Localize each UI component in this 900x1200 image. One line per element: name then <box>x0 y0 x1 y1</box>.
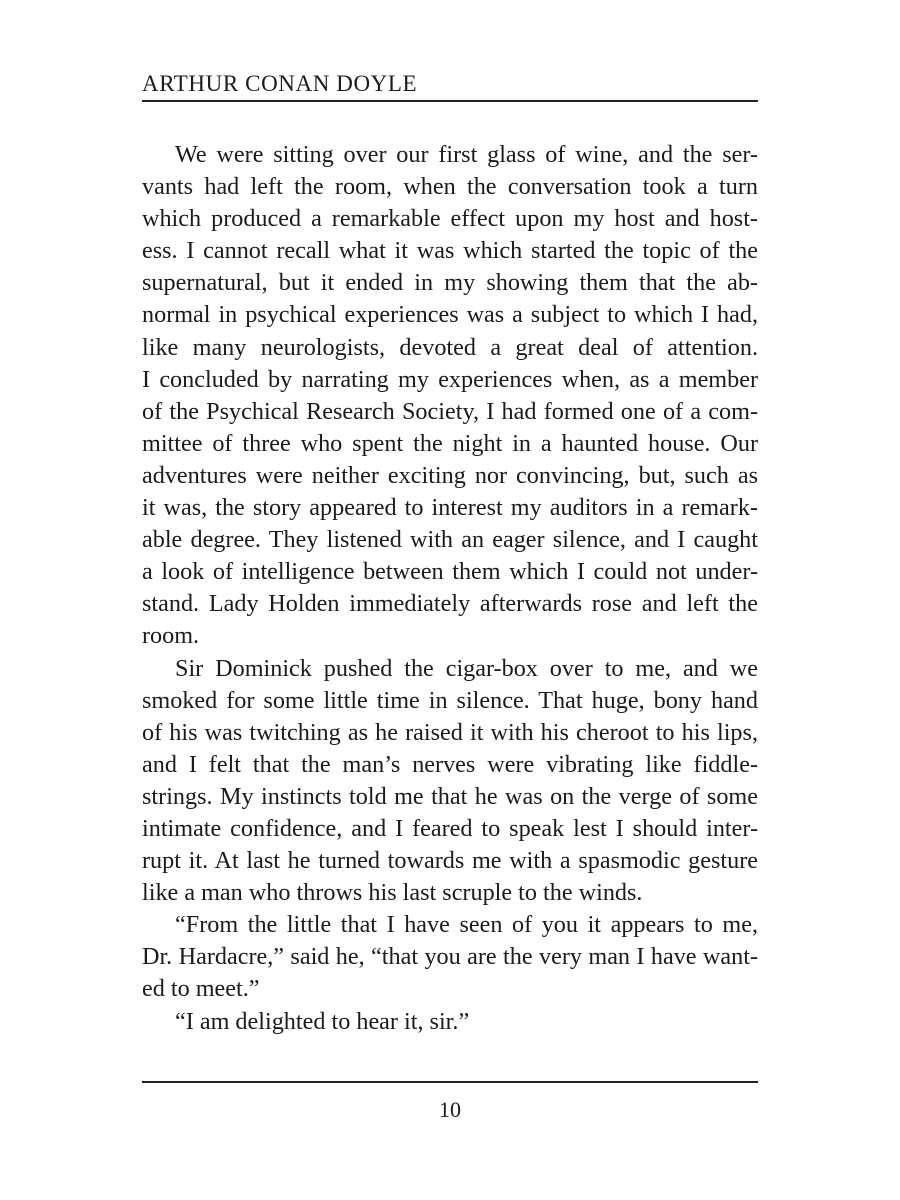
paragraph-4 <box>142 1006 758 1038</box>
text-line: like many neurologists, devoted a great deal of attention. <box>142 333 758 361</box>
page-number: 10 <box>439 1097 461 1122</box>
text-line: a look of intelligence between them which I could not under- <box>142 558 758 586</box>
text-line: like a man who throws his last scruple to the winds. <box>142 879 643 907</box>
text-line: Dr. Hardacre,” said he, “that you are the very man I have want- <box>142 943 758 971</box>
text-line: able degree. They listened with an eager silence, and I caught <box>142 526 758 554</box>
text-line: stand. Lady Holden immediately afterwards rose and left the <box>142 590 758 618</box>
paragraph-3 <box>142 909 758 1005</box>
text-line: ess. I cannot recall what it was which started the topic of the <box>142 237 758 265</box>
text-line: intimate confidence, and I feared to speak lest I should inter- <box>142 814 758 842</box>
text-line: We were sitting over our first glass of wine, and the ser- <box>175 141 758 168</box>
paragraph-1 <box>142 139 758 653</box>
text-line: of his was twitching as he raised it with his cheroot to his lips, <box>142 718 758 746</box>
paragraph-2 <box>142 653 758 910</box>
text-line: mittee of three who spent the night in a haunted house. Our <box>142 429 758 457</box>
text-line: rupt it. At last he turned towards me with a spasmodic gesture <box>142 847 758 875</box>
text-line: smoked for some little time in silence. That huge, bony hand <box>142 686 758 714</box>
text-line: Sir Dominick pushed the cigar-box over to me, and we <box>175 654 758 682</box>
text-line: which produced a remarkable effect upon my host and host- <box>142 205 758 233</box>
body-text <box>142 139 758 1038</box>
text-line: strings. My instincts told me that he was on the verge of some <box>142 782 758 810</box>
book-page <box>142 0 758 1200</box>
text-line: “From the little that I have seen of you it appears to me, <box>175 911 758 939</box>
text-line: ed to meet.” <box>142 975 260 1003</box>
text-line: normal in psychical experiences was a subject to which I had, <box>142 301 758 329</box>
text-line: adventures were neither exciting nor convincing, but, such as <box>142 461 758 489</box>
footer-rule <box>142 1081 758 1083</box>
text-line: I concluded by narrating my experiences when, as a member <box>142 365 758 393</box>
header-rule <box>142 100 758 102</box>
text-line: “I am delighted to hear it, sir.” <box>175 1007 470 1035</box>
text-line: of the Psychical Research Society, I had formed one of a com- <box>142 397 758 425</box>
text-line: vants had left the room, when the conversation took a turn <box>142 173 758 201</box>
text-line: supernatural, but it ended in my showing them that the ab- <box>142 269 758 297</box>
text-line: and I felt that the man’s nerves were vibrating like fiddle- <box>142 750 758 778</box>
running-head: ARTHUR CONAN DOYLE <box>142 71 418 96</box>
text-line: it was, the story appeared to interest my auditors in a remark- <box>142 494 758 522</box>
text-line: room. <box>142 622 200 650</box>
